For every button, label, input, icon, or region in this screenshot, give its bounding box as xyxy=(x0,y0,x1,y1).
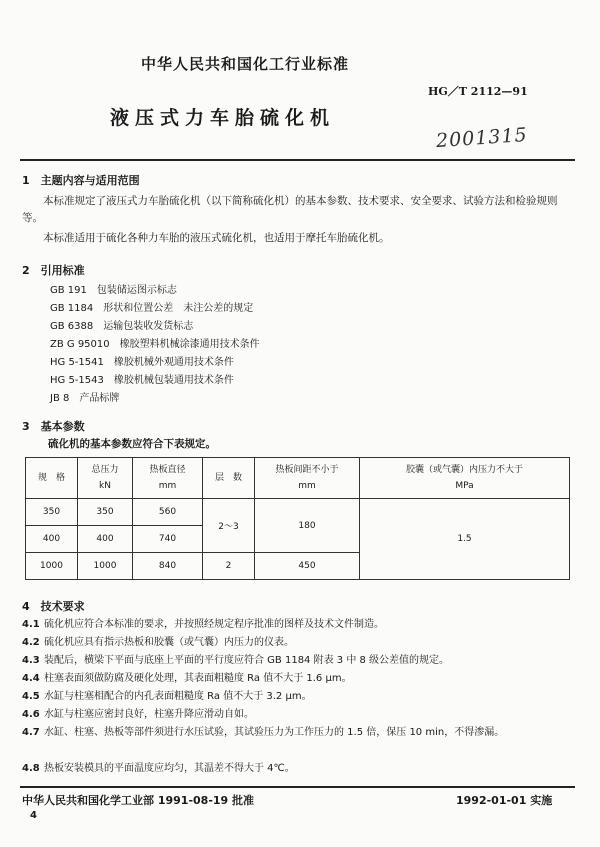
cell-bladder: 1.5 xyxy=(360,499,570,580)
header-plate-gap xyxy=(255,458,360,499)
requirement-item xyxy=(22,670,574,687)
header-bladder-pressure-unit: MPa xyxy=(455,481,474,491)
requirement-number: 4.6 xyxy=(22,709,40,720)
header-bladder-pressure xyxy=(360,458,570,499)
header-plate-gap-label: 热板间距不小于 xyxy=(275,465,339,475)
header-spec: 规 格 xyxy=(26,458,78,499)
section-1-para-2: 本标准适用于硫化各种力车胎的液压式硫化机，也适用于摩托车胎硫化机。 xyxy=(43,232,390,244)
cell-plate: 840 xyxy=(133,553,203,580)
requirement-item xyxy=(22,688,574,705)
cell-plate: 560 xyxy=(133,499,203,526)
issuing-organization: 中华人民共和国化工行业标准 xyxy=(140,55,349,73)
reference-item: HG 5-1543 橡胶机械包装通用技术条件 xyxy=(50,375,234,386)
requirement-text: 水缸、柱塞、热板等部件须进行水压试验，其试验压力为工作压力的 1.5 倍，保压 10 min，不得渗漏。 xyxy=(44,727,505,738)
cell-spec: 400 xyxy=(26,526,78,553)
section-3-heading: 3 基本参数 xyxy=(22,420,85,433)
reference-item: HG 5-1541 橡胶机械外观通用技术条件 xyxy=(50,357,234,368)
requirement-item xyxy=(22,634,574,651)
section-1-para-1: 本标准规定了液压式力车胎硫化机（以下简称硫化机）的基本参数、技术要求、安全要求、试验方法和检验规则等。 xyxy=(22,195,558,224)
cell-force: 350 xyxy=(78,499,133,526)
requirement-number: 4.1 xyxy=(22,619,40,630)
section-1-heading: 1 主题内容与适用范围 xyxy=(22,174,140,187)
cell-force: 400 xyxy=(78,526,133,553)
requirement-number: 4.5 xyxy=(22,691,40,702)
reference-item: JB 8 产品标牌 xyxy=(50,393,120,404)
cell-plate: 740 xyxy=(133,526,203,553)
requirement-text: 水缸与柱塞相配合的内孔表面粗糙度 Ra 值不大于 3.2 μm。 xyxy=(44,691,312,702)
handwritten-note: 2001315 xyxy=(435,123,529,153)
requirement-text: 装配后，横梁下平面与底座上平面的平行度应符合 GB 1184 附表 3 中 8 级公差值的规定。 xyxy=(44,655,450,666)
requirement-item xyxy=(22,724,574,741)
cell-layers: 2 xyxy=(203,553,255,580)
header-total-force-unit: kN xyxy=(99,481,111,491)
reference-item: GB 6388 运输包装收发货标志 xyxy=(50,321,194,332)
requirement-text: 热板安装模具的平面温度应均匀，其温差不得大于 4℃。 xyxy=(44,763,295,774)
requirement-number: 4.3 xyxy=(22,655,40,666)
basic-parameters-table xyxy=(25,457,570,580)
cell-spec: 1000 xyxy=(26,553,78,580)
requirement-text: 水缸与柱塞应密封良好，柱塞升降应滑动自如。 xyxy=(44,709,254,720)
header-total-force-label: 总压力 xyxy=(91,465,119,475)
requirement-text: 柱塞表面须做防腐及硬化处理，其表面粗糙度 Ra 值不大于 1.6 μm。 xyxy=(44,673,352,684)
reference-item: GB 191 包装储运图示标志 xyxy=(50,285,177,296)
footer-divider xyxy=(20,786,575,788)
requirement-text: 硫化机应符合本标准的要求，并按照经规定程序批准的图样及技术文件制造。 xyxy=(44,619,384,630)
requirement-number: 4.4 xyxy=(22,673,40,684)
requirement-item xyxy=(22,760,574,777)
header-divider xyxy=(20,159,575,161)
cell-force: 1000 xyxy=(78,553,133,580)
cell-gap: 180 xyxy=(255,499,360,553)
page-number: 4 xyxy=(30,810,37,821)
cell-gap: 450 xyxy=(255,553,360,580)
reference-item: GB 1184 形状和位置公差 未注公差的规定 xyxy=(50,303,254,314)
requirement-number: 4.2 xyxy=(22,637,40,648)
requirement-item xyxy=(22,706,574,723)
requirement-number: 4.8 xyxy=(22,763,40,774)
header-total-force xyxy=(78,458,133,499)
requirement-text: 硫化机应具有指示热板和胶囊（或气囊）内压力的仪表。 xyxy=(44,637,294,648)
effective-date: 1992-01-01 实施 xyxy=(456,794,553,807)
header-plate-diameter-label: 热板直径 xyxy=(149,465,186,475)
approval-note: 中华人民共和国化学工业部 1991-08-19 批准 xyxy=(22,794,255,807)
document-title: 液压式力车胎硫化机 xyxy=(110,107,336,129)
header-plate-diameter xyxy=(133,458,203,499)
standard-code: HG／T 2112—91 xyxy=(428,85,528,98)
section-2-heading: 2 引用标准 xyxy=(22,264,85,277)
header-layers: 层 数 xyxy=(203,458,255,499)
requirement-item xyxy=(22,652,574,669)
cell-layers: 2～3 xyxy=(203,499,255,553)
header-plate-gap-unit: mm xyxy=(298,481,316,491)
requirement-item xyxy=(22,616,574,633)
table-intro: 硫化机的基本参数应符合下表规定。 xyxy=(48,438,216,450)
section-4-heading: 4 技术要求 xyxy=(22,600,85,613)
table-row xyxy=(26,499,570,526)
cell-spec: 350 xyxy=(26,499,78,526)
header-bladder-pressure-label: 胶囊（或气囊）内压力不大于 xyxy=(405,465,523,475)
reference-item: ZB G 95010 橡胶塑料机械涂漆通用技术条件 xyxy=(50,339,260,350)
table-header-row xyxy=(26,458,570,499)
header-plate-diameter-unit: mm xyxy=(158,481,177,491)
requirement-number: 4.7 xyxy=(22,727,40,738)
